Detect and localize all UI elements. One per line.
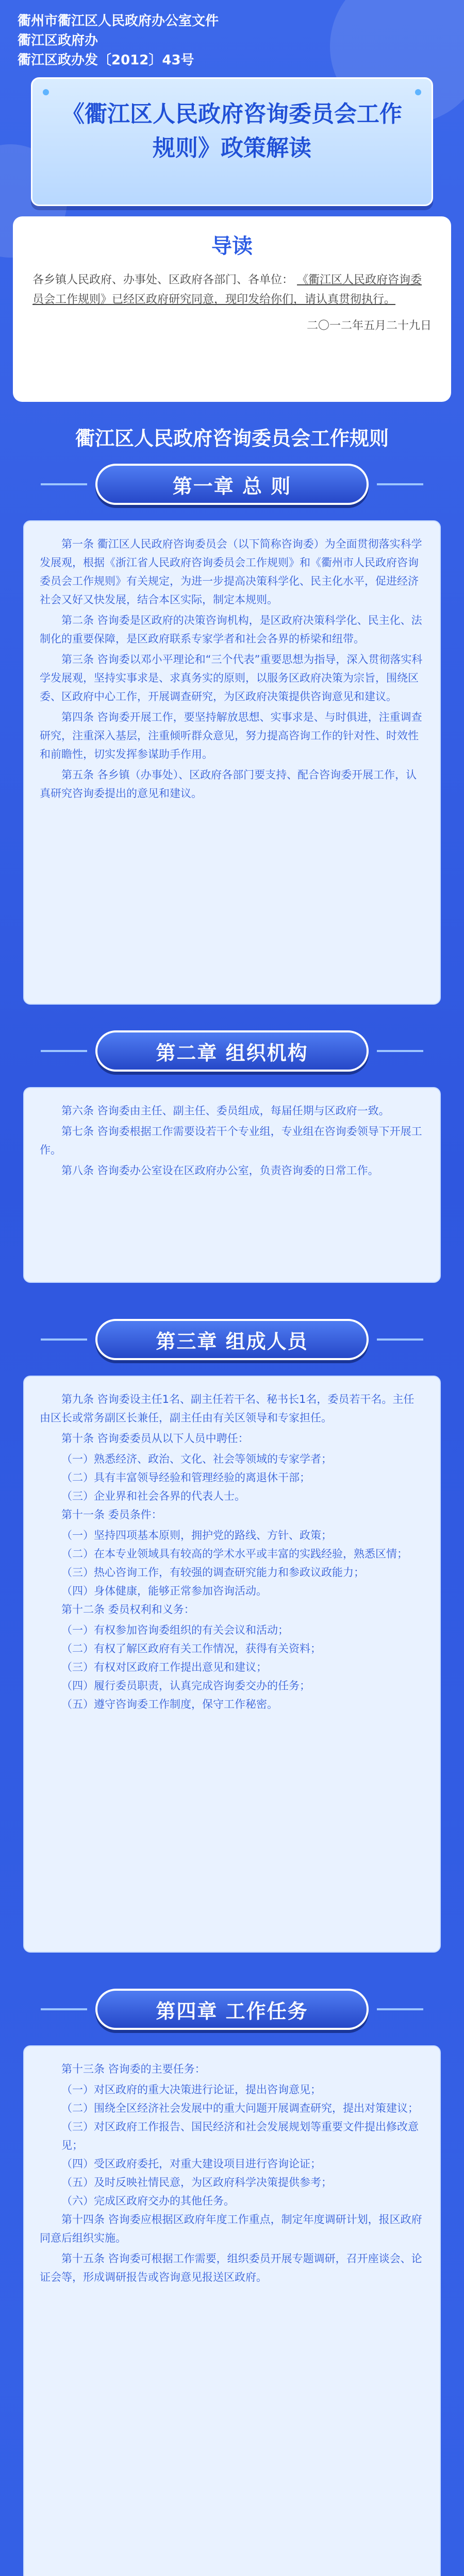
article-item: （五）及时反映社情民意，为区政府科学决策提供参考； [61,2176,332,2189]
article-item: （四）身体健康，能够正常参加咨询活动。 [61,1585,267,1597]
doc-issuer: 衢州市衢江区人民政府办公室文件 [18,13,219,29]
doc-office: 衢江区政府办 [18,33,98,48]
article: 第九条 咨询委设主任1名、副主任若干名、秘书长1名，委员若干名。主任由区长或常务副区长兼任，副主任由有关区领导和专家担任。 [40,1393,415,1424]
article: 第五条 各乡镇（办事处）、区政府各部门要支持、配合咨询委开展工作，认真研究咨询委提出的意见和建议。 [40,769,417,800]
article-item: （一）熟悉经济、政治、文化、社会等领域的专家学者； [61,1453,332,1465]
article: 第十条 咨询委委员从以下人员中聘任： [61,1432,249,1445]
chapter-heading: 第四章 工作任务 [95,1989,369,2030]
article-item: （一）对区政府的重大决策进行论证，提出咨询意见； [61,2083,321,2096]
title-banner [31,77,433,206]
article-item: （二）在本专业领域具有较高的学术水平或丰富的实践经验，熟悉区情； [61,1548,408,1560]
article: 第七条 咨询委根据工作需要设若干个专业组，专业组在咨询委领导下开展工作。 [40,1125,422,1156]
article: 第十二条 委员权利和义务： [61,1603,195,1616]
article-item: （一）坚持四项基本原则，拥护党的路线、方针、政策； [61,1529,332,1541]
article: 第十三条 咨询委的主要任务： [61,2063,206,2075]
intro-salutation: 各乡镇人民政府、办事处、区政府各部门、各单位： [32,274,294,286]
article-item: （二）有权了解区政府有关工作情况，获得有关资料； [61,1642,321,1655]
article-item: （三）对区政府工作报告、国民经济和社会发展规划等重要文件提出修改意见； [61,2121,419,2151]
intro-title: 导读 [211,234,253,258]
intro-date: 二〇一二年五月二十九日 [306,319,432,332]
article-item: （二）具有丰富领导经验和管理经验的离退休干部； [61,1471,310,1484]
article-item: （三）有权对区政府工作提出意见和建议； [61,1661,267,1673]
article: 第三条 咨询委以邓小平理论和“三个代表”重要思想为指导，深入贯彻落实科学发展观，坚持实事求是、求真务实的原则，以服务区政府决策为宗旨，围绕区委、区政府中心工作，开展调查研究，为区政府决策提供咨询意见和建议。 [40,653,423,703]
article-item: （三）热心咨询工作，有较强的调查研究能力和参政议政能力； [61,1566,364,1579]
chapter-content [23,520,441,1005]
chapter-content [23,1087,441,1283]
chapter-content [23,2045,441,2576]
article: 第二条 咨询委是区政府的决策咨询机构，是区政府决策科学化、民主化、法制化的重要保障，是区政府联系专家学者和社会各界的桥梁和纽带。 [40,614,422,645]
article: 第十一条 委员条件： [61,1509,162,1521]
article-item: （六）完成区政府交办的其他任务。 [61,2195,235,2207]
regulation-title: 衢江区人民政府咨询委员会工作规则 [75,427,389,450]
intro-text: 《衢江区人民政府咨询委员会工作规则》已经区政府研究同意，现印发给你们，请认真贯彻执行。 [32,274,422,306]
article: 第一条 衢江区人民政府咨询委员会（以下简称咨询委）为全面贯彻落实科学发展观，根据《浙江省人民政府咨询委员会工作规则》和《衢州市人民政府咨询委员会工作规则》有关规定，为进一步提高决策科学化、民主化水平，促进经济社会又好又快发展，结合本区实际，制定本规则。 [40,538,422,606]
chapter-heading: 第二章 组织机构 [95,1030,369,1072]
article: 第十四条 咨询委应根据区政府年度工作重点，制定年度调研计划，报区政府同意后组织实施。 [40,2213,422,2244]
chapter-heading: 第一章 总 则 [95,464,369,505]
article: 第六条 咨询委由主任、副主任、委员组成，每届任期与区政府一致。 [61,1105,390,1117]
article-item: （五）遵守咨询委工作制度，保守工作秘密。 [61,1698,278,1710]
page-title: 《衢江区人民政府咨询委员会工作规则》政策解读 [62,101,402,161]
header [0,0,464,237]
article: 第四条 咨询委开展工作，要坚持解放思想、实事求是、与时俱进，注重调查研究，注重深入基层，注重倾听群众意见，努力提高咨询工作的针对性、时效性和前瞻性，切实发挥参谋助手作用。 [40,711,422,760]
article-item: （二）围绕全区经济社会发展中的重大问题开展调查研究，提出对策建议； [61,2102,419,2114]
article-item: （一）有权参加咨询委组织的有关会议和活动； [61,1624,289,1636]
dot-icon [43,89,49,95]
dot-icon [415,89,421,95]
article-item: （三）企业界和社会各界的代表人士。 [61,1490,245,1502]
intro-body [13,259,451,310]
article: 第八条 咨询委办公室设在区政府办公室，负责咨询委的日常工作。 [61,1164,379,1177]
intro-card [13,216,451,402]
chapter-content [23,1376,441,1953]
article-item: （四）履行委员职责，认真完成咨询委交办的任务； [61,1680,310,1692]
doc-number: 衢江区政办发〔2012〕43号 [18,53,194,68]
article: 第十五条 咨询委可根据工作需要，组织委员开展专题调研，召开座谈会、论证会等，形成调研报告或咨询意见报送区政府。 [40,2252,422,2283]
chapter-heading: 第三章 组成人员 [95,1319,369,1360]
article-item: （四）受区政府委托，对重大建设项目进行咨询论证； [61,2158,321,2170]
